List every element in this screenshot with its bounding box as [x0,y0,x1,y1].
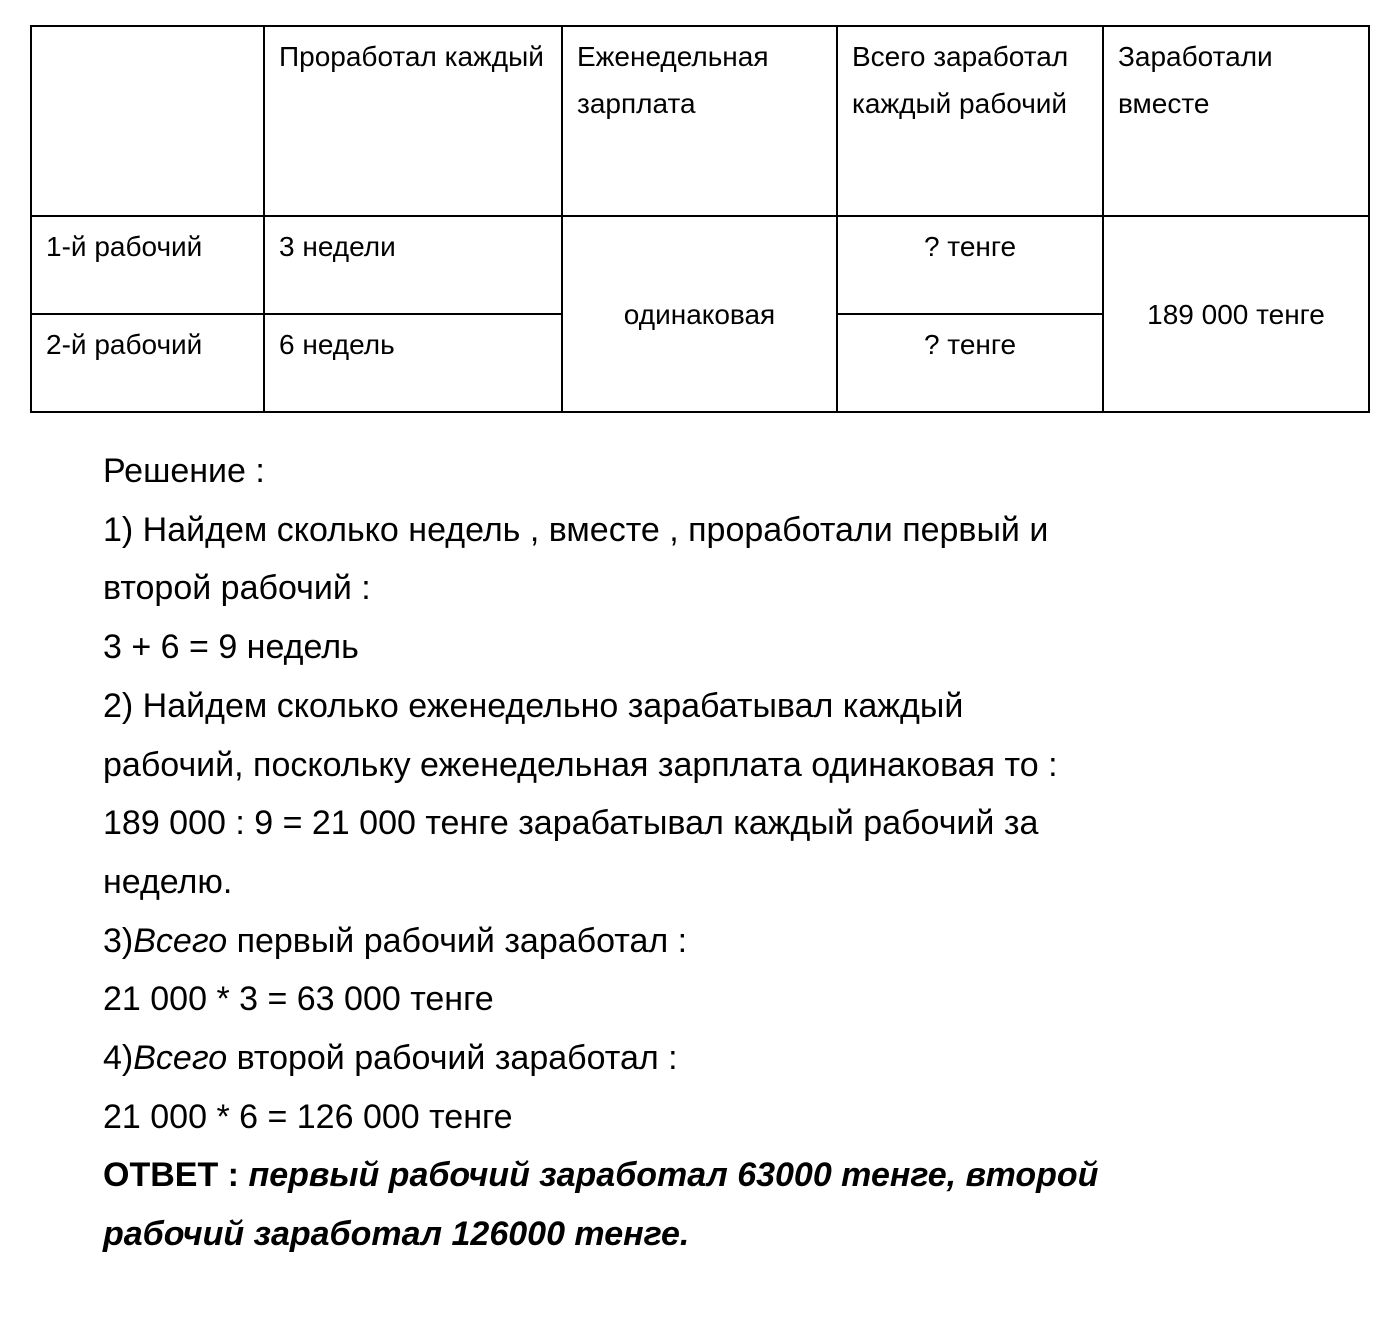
solution-text [103,442,1098,1264]
together-cell: 189 000 тенге [1103,216,1369,412]
step4-calc: 21 000 * 6 = 126 000 тенге [103,1097,513,1136]
worker-cell: 2-й рабочий [31,314,264,412]
header-cell-empty [31,26,264,216]
step3-calc: 21 000 * 3 = 63 000 тенге [103,980,494,1019]
step3-number: 3) [103,921,134,960]
weekly-salary-cell: одинаковая [562,216,837,412]
worker-cell: 1-й рабочий [31,216,264,314]
step4-line [103,1029,1098,1088]
solution-line: неделю. [103,862,233,901]
solution-line: 189 000 : 9 = 21 000 тенге зарабатывал каждый рабочий за [103,804,1039,843]
answer-text: первый рабочий заработал 63000 тенге, второй [248,1156,1099,1195]
answer-line [103,1146,1098,1205]
header-cell-together: Заработали вместе [1103,26,1369,216]
solution-line: 1) Найдем сколько недель , вместе , проработали первый и [103,510,1049,549]
solution-line: второй рабочий : [103,569,371,608]
solution-line: рабочий, поскольку еженедельная зарплата одинаковая то : [103,745,1058,784]
step3-line [103,912,1098,971]
step3-text: первый рабочий заработал : [227,921,688,960]
solution-line: 2) Найдем сколько еженедельно зарабатывал каждый [103,686,964,725]
problem-table [30,25,1370,413]
step4-number: 4) [103,1039,134,1078]
step4-italic: Всего [133,1039,228,1078]
total-cell: ? тенге [837,314,1103,412]
worked-cell: 6 недель [264,314,562,412]
solution-line: 3 + 6 = 9 недель [103,628,359,667]
step4-text: второй рабочий заработал : [227,1039,678,1078]
header-cell-weekly-salary: Еженедельная зарплата [562,26,837,216]
total-cell: ? тенге [837,216,1103,314]
table-row [31,216,1369,314]
solution-title: Решение : [103,452,265,490]
table-header-row [31,26,1369,216]
worked-cell: 3 недели [264,216,562,314]
header-cell-total-each: Всего заработал каждый рабочий [837,26,1103,216]
step3-italic: Всего [133,921,228,960]
header-cell-worked: Проработал каждый [264,26,562,216]
answer-label: ОТВЕТ : [103,1156,249,1195]
answer-line-2: рабочий заработал 126000 тенге. [103,1215,690,1254]
